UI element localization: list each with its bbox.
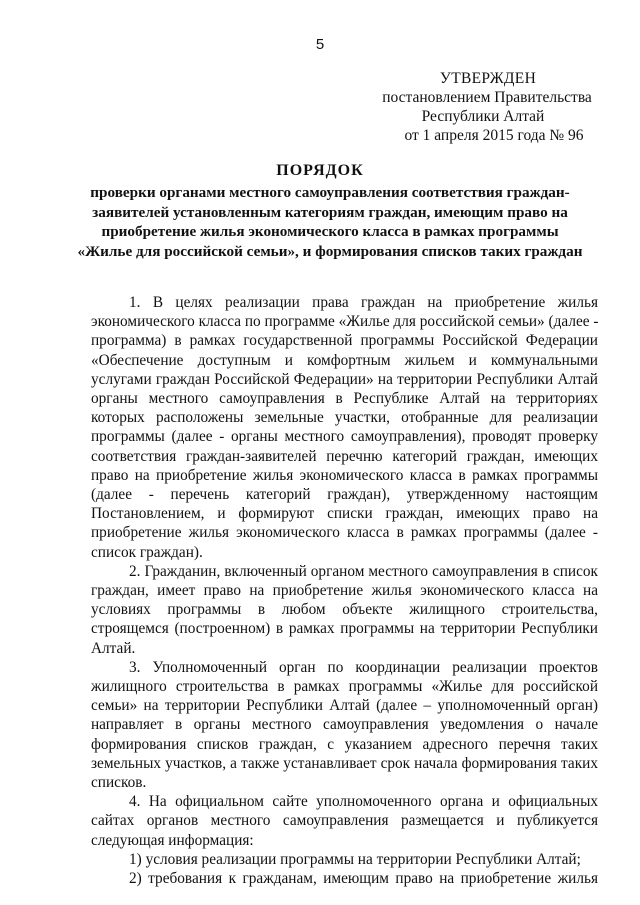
text-line: граждан, имеет право на приобретение жилья экономического класса на [91,582,598,600]
text-line: следующая информация: [91,831,254,849]
text-line: 4. На официальном сайте уполномоченного органа и официальных [129,793,598,811]
document-body [91,293,598,888]
text-line: «Обеспечение доступным и комфортным жильем и коммунальными [91,351,598,369]
text-line: (далее - перечень категорий граждан), утвержденному настоящим [91,486,598,504]
document-title: ПОРЯДОК [276,162,364,179]
document-subtitle [60,183,600,261]
subtitle-line: заявителей установленным категориям граждан, имеющим право на [92,203,568,221]
text-line: экономического класса по программе «Жилье для российской семьи» (далее - [91,313,599,331]
text-line: право на приобретение жилья экономического класса в рамках программы [91,466,598,484]
approval-line: Республики Алтай [421,108,545,125]
text-line: Алтай. [91,639,136,657]
text-line: списков. [91,774,147,792]
text-line: 3. Уполномоченный орган по координации реализации проектов [129,658,598,676]
text-line: направляет в органы местного самоуправления уведомления о начале [91,716,598,734]
paragraph-3 [91,658,598,792]
approval-stamp [353,69,593,145]
text-line: услугами граждан Российской Федерации» на территории Республики Алтай [91,370,598,388]
text-line: программы (далее - органы местного самоуправления), проводят проверку [91,428,598,446]
text-line: семьи» на территории Республики Алтай (далее – уполномоченный орган) [91,697,598,715]
subtitle-line: приобретение жилья экономического класса в рамках программы [101,223,559,240]
text-line: Постановлением, и формируют списки граждан, имеющих право на [91,505,598,523]
text-line: которых расположены земельные участки, отобранные для реализации [91,409,598,427]
text-line: 2. Гражданин, включенный органом местного самоуправления в список [129,562,598,580]
text-line: условиях программы в любом объекте жилищного строительства, [91,601,598,619]
paragraph-2 [91,562,598,658]
list-item: 1) условия реализации программы на территории Республики Алтай; [129,850,581,868]
subtitle-line: проверки органами местного самоуправления соответствия граждан- [90,184,570,201]
text-line: жилищного строительства в рамках программы «Жилье для российской [91,678,598,696]
list-item: 2) требования к гражданам, имеющим право на приобретение жилья [129,870,598,888]
approval-line: от 1 апреля 2015 года № 96 [404,127,584,144]
text-line: органы местного самоуправления в Республике Алтай на территориях [91,390,598,408]
text-line: программа) в рамках государственной программы Российской Федерации [91,332,598,350]
approval-line: постановлением Правительства [382,89,592,106]
text-line: земельных участков, а также устанавливает срок начала формирования таких [91,754,598,772]
text-line: список граждан). [91,543,203,561]
text-line: строящемся (построенном) в рамках программы на территории Республики [91,620,598,638]
subtitle-line: «Жилье для российской семьи», и формирования списков таких граждан [77,242,583,260]
text-line: сайтах органов местного самоуправления размещается и публикуется [91,812,598,830]
paragraph-4 [91,792,598,888]
page-number: 5 [315,36,325,53]
text-line: формирования списков граждан, с указанием адресного перечня таких [91,735,598,753]
text-line: 1. В целях реализации права граждан на приобретение жилья [129,294,598,311]
approval-title: УТВЕРЖДЕН [439,70,537,87]
paragraph-1 [91,293,598,562]
text-line: соответствия граждан-заявителей перечню категорий граждан, имеющих [91,447,598,465]
text-line: приобретение жилья экономического класса в рамках программы (далее - [91,524,598,542]
